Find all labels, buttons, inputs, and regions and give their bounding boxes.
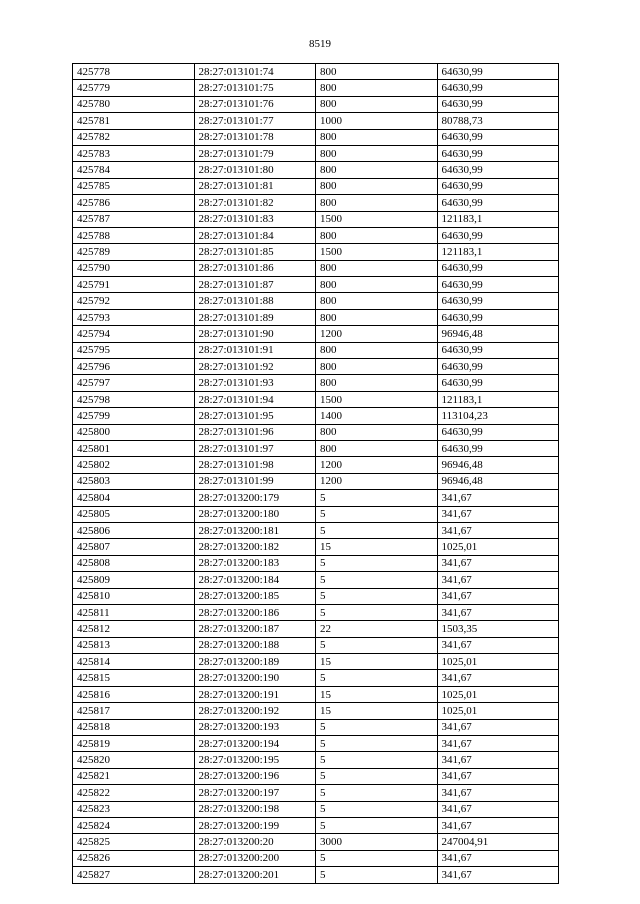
table-row [73,342,559,358]
table-row [73,260,559,276]
value-cell: 341,67 [437,572,559,588]
area-cell: 5 [316,572,438,588]
value-cell: 1503,35 [437,621,559,637]
cadastral-number-cell: 28:27:013101:88 [194,293,316,309]
record-number-cell: 425818 [73,719,195,735]
table-row [73,178,559,194]
value-cell: 341,67 [437,522,559,538]
record-number-cell: 425816 [73,686,195,702]
value-cell: 341,67 [437,670,559,686]
table-row [73,736,559,752]
record-number-cell: 425798 [73,391,195,407]
cadastral-number-cell: 28:27:013101:90 [194,326,316,342]
table-row [73,359,559,375]
record-number-cell: 425812 [73,621,195,637]
value-cell: 64630,99 [437,375,559,391]
record-number-cell: 425805 [73,506,195,522]
table-row [73,785,559,801]
record-number-cell: 425827 [73,867,195,883]
area-cell: 1500 [316,211,438,227]
value-cell: 121183,1 [437,211,559,227]
cadastral-number-cell: 28:27:013101:82 [194,195,316,211]
area-cell: 5 [316,637,438,653]
table-row [73,686,559,702]
record-number-cell: 425783 [73,145,195,161]
record-number-cell: 425803 [73,473,195,489]
cadastral-number-cell: 28:27:013101:87 [194,277,316,293]
value-cell: 1025,01 [437,703,559,719]
cadastral-number-cell: 28:27:013200:192 [194,703,316,719]
area-cell: 1500 [316,391,438,407]
record-number-cell: 425814 [73,654,195,670]
table-row [73,506,559,522]
area-cell: 800 [316,64,438,80]
record-number-cell: 425796 [73,359,195,375]
record-number-cell: 425813 [73,637,195,653]
record-number-cell: 425811 [73,604,195,620]
cadastral-number-cell: 28:27:013200:179 [194,490,316,506]
area-cell: 800 [316,260,438,276]
table-row [73,424,559,440]
value-cell: 341,67 [437,785,559,801]
table-row [73,801,559,817]
value-cell: 64630,99 [437,80,559,96]
cadastral-number-cell: 28:27:013101:89 [194,309,316,325]
record-number-cell: 425804 [73,490,195,506]
area-cell: 5 [316,555,438,571]
cadastral-number-cell: 28:27:013101:97 [194,440,316,456]
value-cell: 1025,01 [437,654,559,670]
area-cell: 800 [316,277,438,293]
area-cell: 800 [316,227,438,243]
area-cell: 5 [316,867,438,883]
value-cell: 341,67 [437,604,559,620]
area-cell: 5 [316,490,438,506]
table-row [73,80,559,96]
area-cell: 800 [316,375,438,391]
area-cell: 800 [316,195,438,211]
area-cell: 800 [316,145,438,161]
table-row [73,588,559,604]
record-number-cell: 425810 [73,588,195,604]
table-row [73,391,559,407]
record-number-cell: 425821 [73,768,195,784]
value-cell: 121183,1 [437,244,559,260]
page-number: 8519 [309,38,331,50]
cadastral-number-cell: 28:27:013200:180 [194,506,316,522]
area-cell: 800 [316,440,438,456]
area-cell: 1200 [316,326,438,342]
record-number-cell: 425815 [73,670,195,686]
record-number-cell: 425809 [73,572,195,588]
cadastral-number-cell: 28:27:013101:77 [194,113,316,129]
area-cell: 22 [316,621,438,637]
value-cell: 64630,99 [437,178,559,194]
table-row [73,211,559,227]
value-cell: 64630,99 [437,64,559,80]
cadastral-number-cell: 28:27:013101:98 [194,457,316,473]
value-cell: 64630,99 [437,96,559,112]
record-number-cell: 425784 [73,162,195,178]
cadastral-number-cell: 28:27:013101:81 [194,178,316,194]
table-row [73,621,559,637]
table-body [73,64,559,884]
value-cell: 64630,99 [437,440,559,456]
area-cell: 5 [316,801,438,817]
table-row [73,817,559,833]
value-cell: 80788,73 [437,113,559,129]
value-cell: 341,67 [437,719,559,735]
cadastral-number-cell: 28:27:013101:74 [194,64,316,80]
area-cell: 5 [316,736,438,752]
record-number-cell: 425820 [73,752,195,768]
table-row [73,293,559,309]
cadastral-number-cell: 28:27:013101:95 [194,408,316,424]
table-row [73,867,559,883]
area-cell: 800 [316,342,438,358]
cadastral-number-cell: 28:27:013101:91 [194,342,316,358]
area-cell: 5 [316,604,438,620]
cadastral-number-cell: 28:27:013101:75 [194,80,316,96]
record-number-cell: 425789 [73,244,195,260]
value-cell: 64630,99 [437,342,559,358]
area-cell: 15 [316,703,438,719]
record-number-cell: 425794 [73,326,195,342]
table-row [73,309,559,325]
table-row [73,440,559,456]
value-cell: 64630,99 [437,359,559,375]
area-cell: 5 [316,506,438,522]
value-cell: 341,67 [437,768,559,784]
table-row [73,572,559,588]
value-cell: 113104,23 [437,408,559,424]
table-row [73,113,559,129]
record-number-cell: 425780 [73,96,195,112]
record-number-cell: 425792 [73,293,195,309]
area-cell: 800 [316,293,438,309]
record-number-cell: 425824 [73,817,195,833]
area-cell: 800 [316,309,438,325]
record-number-cell: 425817 [73,703,195,719]
value-cell: 341,67 [437,850,559,866]
cadastral-number-cell: 28:27:013200:198 [194,801,316,817]
record-number-cell: 425788 [73,227,195,243]
cadastral-number-cell: 28:27:013200:197 [194,785,316,801]
record-number-cell: 425799 [73,408,195,424]
cadastral-number-cell: 28:27:013101:83 [194,211,316,227]
area-cell: 800 [316,162,438,178]
value-cell: 341,67 [437,867,559,883]
value-cell: 64630,99 [437,424,559,440]
cadastral-number-cell: 28:27:013200:20 [194,834,316,850]
record-number-cell: 425823 [73,801,195,817]
record-number-cell: 425808 [73,555,195,571]
table-row [73,490,559,506]
cadastral-number-cell: 28:27:013200:188 [194,637,316,653]
value-cell: 1025,01 [437,686,559,702]
cadastral-number-cell: 28:27:013101:86 [194,260,316,276]
area-cell: 5 [316,785,438,801]
record-number-cell: 425802 [73,457,195,473]
table-row [73,752,559,768]
record-number-cell: 425779 [73,80,195,96]
cadastral-number-cell: 28:27:013200:186 [194,604,316,620]
value-cell: 64630,99 [437,260,559,276]
table-row [73,129,559,145]
cadastral-number-cell: 28:27:013200:194 [194,736,316,752]
cadastral-number-cell: 28:27:013101:93 [194,375,316,391]
area-cell: 5 [316,719,438,735]
value-cell: 341,67 [437,490,559,506]
table-row [73,195,559,211]
value-cell: 247004,91 [437,834,559,850]
area-cell: 1400 [316,408,438,424]
table-row [73,637,559,653]
record-number-cell: 425790 [73,260,195,276]
record-number-cell: 425825 [73,834,195,850]
value-cell: 96946,48 [437,457,559,473]
area-cell: 1200 [316,457,438,473]
area-cell: 800 [316,96,438,112]
value-cell: 341,67 [437,506,559,522]
table-row [73,162,559,178]
cadastral-number-cell: 28:27:013200:190 [194,670,316,686]
cadastral-number-cell: 28:27:013101:92 [194,359,316,375]
value-cell: 341,67 [437,752,559,768]
cadastral-number-cell: 28:27:013101:85 [194,244,316,260]
value-cell: 121183,1 [437,391,559,407]
value-cell: 96946,48 [437,326,559,342]
area-cell: 3000 [316,834,438,850]
table-row [73,654,559,670]
area-cell: 15 [316,686,438,702]
record-number-cell: 425822 [73,785,195,801]
record-number-cell: 425826 [73,850,195,866]
value-cell: 1025,01 [437,539,559,555]
record-number-cell: 425785 [73,178,195,194]
table-row [73,326,559,342]
cadastral-number-cell: 28:27:013101:80 [194,162,316,178]
cadastral-number-cell: 28:27:013101:78 [194,129,316,145]
record-number-cell: 425781 [73,113,195,129]
cadastral-number-cell: 28:27:013200:195 [194,752,316,768]
table-row [73,604,559,620]
record-number-cell: 425786 [73,195,195,211]
table-row [73,145,559,161]
value-cell: 64630,99 [437,309,559,325]
cadastral-number-cell: 28:27:013200:193 [194,719,316,735]
area-cell: 1000 [316,113,438,129]
table-row [73,408,559,424]
table-row [73,719,559,735]
record-number-cell: 425778 [73,64,195,80]
table-row [73,375,559,391]
registry-table [72,63,559,884]
area-cell: 5 [316,670,438,686]
record-number-cell: 425819 [73,736,195,752]
area-cell: 5 [316,752,438,768]
value-cell: 64630,99 [437,227,559,243]
value-cell: 64630,99 [437,277,559,293]
area-cell: 800 [316,178,438,194]
record-number-cell: 425801 [73,440,195,456]
area-cell: 5 [316,817,438,833]
area-cell: 5 [316,850,438,866]
cadastral-number-cell: 28:27:013101:99 [194,473,316,489]
record-number-cell: 425806 [73,522,195,538]
table-row [73,555,559,571]
table-row [73,703,559,719]
area-cell: 800 [316,80,438,96]
cadastral-number-cell: 28:27:013101:79 [194,145,316,161]
cadastral-number-cell: 28:27:013200:201 [194,867,316,883]
area-cell: 5 [316,522,438,538]
table-row [73,64,559,80]
table-row [73,96,559,112]
cadastral-number-cell: 28:27:013101:94 [194,391,316,407]
cadastral-number-cell: 28:27:013101:84 [194,227,316,243]
cadastral-number-cell: 28:27:013101:76 [194,96,316,112]
table-row [73,457,559,473]
record-number-cell: 425782 [73,129,195,145]
area-cell: 800 [316,359,438,375]
area-cell: 800 [316,129,438,145]
cadastral-number-cell: 28:27:013200:189 [194,654,316,670]
record-number-cell: 425791 [73,277,195,293]
table-row [73,768,559,784]
value-cell: 64630,99 [437,145,559,161]
record-number-cell: 425807 [73,539,195,555]
cadastral-number-cell: 28:27:013200:196 [194,768,316,784]
record-number-cell: 425797 [73,375,195,391]
area-cell: 5 [316,588,438,604]
area-cell: 5 [316,768,438,784]
table-row [73,277,559,293]
area-cell: 800 [316,424,438,440]
table-row [73,244,559,260]
table-row [73,473,559,489]
cadastral-number-cell: 28:27:013200:200 [194,850,316,866]
value-cell: 64630,99 [437,129,559,145]
value-cell: 64630,99 [437,195,559,211]
cadastral-number-cell: 28:27:013200:182 [194,539,316,555]
cadastral-number-cell: 28:27:013200:185 [194,588,316,604]
area-cell: 15 [316,654,438,670]
value-cell: 341,67 [437,817,559,833]
value-cell: 341,67 [437,637,559,653]
table-row [73,670,559,686]
cadastral-number-cell: 28:27:013200:187 [194,621,316,637]
record-number-cell: 425795 [73,342,195,358]
value-cell: 341,67 [437,736,559,752]
cadastral-number-cell: 28:27:013200:191 [194,686,316,702]
area-cell: 1500 [316,244,438,260]
value-cell: 64630,99 [437,162,559,178]
value-cell: 341,67 [437,555,559,571]
value-cell: 341,67 [437,801,559,817]
record-number-cell: 425800 [73,424,195,440]
value-cell: 341,67 [437,588,559,604]
value-cell: 96946,48 [437,473,559,489]
cadastral-number-cell: 28:27:013101:96 [194,424,316,440]
value-cell: 64630,99 [437,293,559,309]
record-number-cell: 425787 [73,211,195,227]
cadastral-number-cell: 28:27:013200:183 [194,555,316,571]
cadastral-number-cell: 28:27:013200:199 [194,817,316,833]
cadastral-number-cell: 28:27:013200:184 [194,572,316,588]
area-cell: 15 [316,539,438,555]
table-row [73,834,559,850]
area-cell: 1200 [316,473,438,489]
cadastral-number-cell: 28:27:013200:181 [194,522,316,538]
table-row [73,522,559,538]
table-row [73,227,559,243]
record-number-cell: 425793 [73,309,195,325]
table-row [73,850,559,866]
table-row [73,539,559,555]
